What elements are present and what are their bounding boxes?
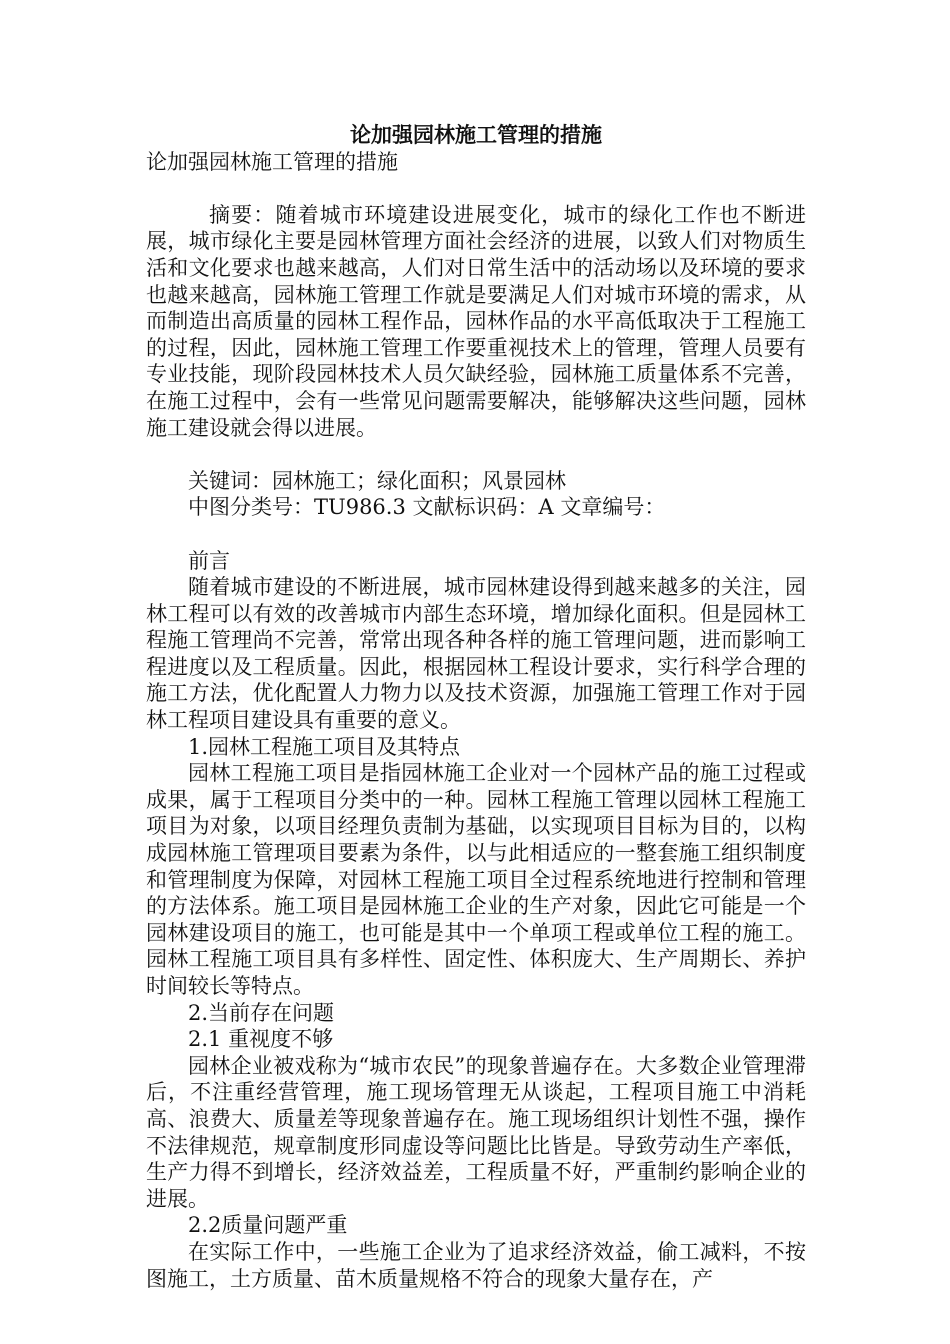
spacer xyxy=(146,521,806,548)
section-2-1-heading: 2.1 重视度不够 xyxy=(188,1027,334,1052)
document-page xyxy=(146,122,806,1292)
classification-line: 中图分类号：TU986.3 文献标识码：A 文章编号： xyxy=(188,495,666,520)
preface-heading: 前言 xyxy=(188,548,230,573)
keywords-line: 关键词：园林施工；绿化面积；风景园林 xyxy=(188,468,566,493)
section-1-paragraph: 园林工程施工项目是指园林施工企业对一个园林产品的施工过程或成果，属于工程项目分类中的一种。园林工程施工管理以园林工程施工项目为对象，以项目经理负责制为基础，以实现项目目标为目的，以构成园林施工管理项目要素为条件，以与此相适应的一整套施工组织制度和管理制度为保障，对园林工程施工项目全过程系统地进行控制和管理的方法体系。施工项目是园林施工企业的生产对象，因此它可能是一个园林建设项目的施工，也可能是其中一个单项工程或单位工程的施工。园林工程施工项目具有多样性、固定性、体积庞大、生产周期长、养护时间较长等特点。 xyxy=(146,761,806,998)
section-2-1-paragraph: 园林企业被戏称为“城市农民”的现象普遍存在。大多数企业管理滞后，不注重经营管理，施工现场管理无从谈起，工程项目施工中消耗高、浪费大、质量差等现象普遍存在。施工现场组织计划性不强，操作不法律规范，规章制度形同虚设等问题比比皆是。导致劳动生产率低，生产力得不到增长，经济效益差，工程质量不好，严重制约影响企业的进展。 xyxy=(146,1053,806,1211)
abstract-paragraph: 摘要：随着城市环境建设进展变化，城市的绿化工作也不断进展，城市绿化主要是园林管理方面社会经济的进展，以致人们对物质生活和文化要求也越来越高，人们对日常生活中的活动场以及环境的要求也越来越高，园林施工管理工作就是要满足人们对城市环境的需求，从而制造出高质量的园林工程作品，园林作品的水平高低取决于工程施工的过程，因此，园林施工管理工作要重视技术上的管理，管理人员要有专业技能，现阶段园林技术人员欠缺经验，园林施工质量体系不完善，在施工过程中，会有一些常见问题需要解决，能够解决这些问题，园林施工建设就会得以进展。 xyxy=(146,202,806,440)
document-title: 论加强园林施工管理的措施 xyxy=(350,122,602,147)
spacer xyxy=(146,441,806,468)
section-2-2-heading: 2.2质量问题严重 xyxy=(188,1213,348,1238)
spacer xyxy=(146,175,806,202)
section-2-heading: 2.当前存在问题 xyxy=(188,1000,335,1025)
document-subtitle: 论加强园林施工管理的措施 xyxy=(146,149,398,174)
section-2-2-paragraph: 在实际工作中，一些施工企业为了追求经济效益，偷工减料，不按图施工，土方质量、苗木质量规格不符合的现象大量存在，产 xyxy=(146,1239,806,1291)
section-1-heading: 1.园林工程施工项目及其特点 xyxy=(188,734,461,759)
preface-paragraph: 随着城市建设的不断进展，城市园林建设得到越来越多的关注，园林工程可以有效的改善城市内部生态环境，增加绿化面积。但是园林工程施工管理尚不完善，常常出现各种各样的施工管理问题，进而影响工程进度以及工程质量。因此，根据园林工程设计要求，实行科学合理的施工方法，优化配置人力物力以及技术资源，加强施工管理工作对于园林工程项目建设具有重要的意义。 xyxy=(146,575,806,733)
